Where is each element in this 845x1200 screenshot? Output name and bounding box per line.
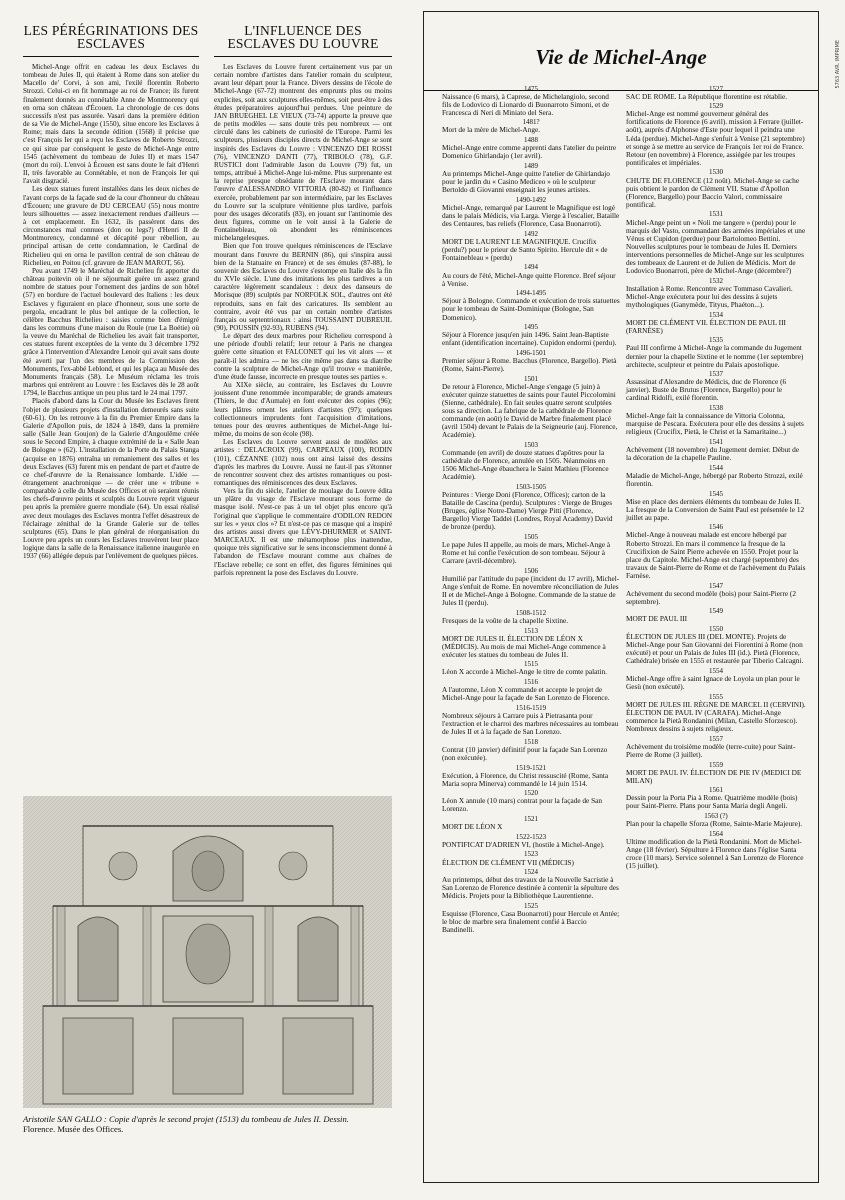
- chronology-year: 1519-1521: [515, 763, 547, 772]
- chronology-year: 1516-1519: [515, 703, 547, 712]
- chronology-year: 1538: [709, 404, 723, 413]
- chronology-year: 1505: [524, 532, 538, 541]
- peregrinations-column: [23, 0, 199, 561]
- chronology-entry: Assassinat d'Alexandre de Médicis, duc de Florence (6 janvier). Buste de Brutus (Florence, Bargello) pour le cardinal Ridolfi, exilé florentin.: [626, 377, 787, 403]
- chronology-entry: Mort de la mère de Michel-Ange.: [442, 125, 541, 135]
- chronology-entry: Nombreux séjours à Carrare puis à Pietrasanta pour l'extraction et le charroi des marbres nécessaires au tombeau de Jules II et à la façade de San Lorenzo.: [442, 710, 619, 737]
- paragraph: Placés d'abord dans la Cour du Musée les Esclaves firent l'objet de plusieurs projets d'installation demeurés sans suite (60-61). On les retrouve à la fin du Premier Empire dans la Galerie d'Apollon puis, de 1824 à 1849, dans la première salle (Salle Jean Goujon) de la Galerie d'Angoulême créée sous le Second Empire, à chaque extrémité de la « Salle Jean de Bologne » (62). L'installation de la Porte du Palais Stanga (acquise en 1876) entraîna un remaniement des salles et les deux Esclaves (63) furent mis en pendant de part et d'autre de ce chef-d'œuvre de la Renaissance lombarde. L'idée — étrangement anachronique — de créer une « tribune » comparable à celle du Musée des Offices et où seraient réunis les chefs-d'œuvre peints et sculptés du Louvre reprit vigueur peu après la première guerre mondiale (64). Un essai réalisé avec deux moulages des Esclaves montra l'effet désastreux de l'éclairage zénithal de la Grande Galerie sur de telles sculptures (65). Dans le plan général de réorganisation du Louvre peu après un cours les Esclaves trouvèrent leur place logique dans la salle de la Renaissance italienne inaugurée en 1937 (66) allégée depuis par l'enlèvement de quelques pièces.: [23, 397, 199, 561]
- chronology-year: 1554: [709, 666, 723, 675]
- chronology-entry: Installation à Rome. Rencontre avec Tommaso Cavalieri. Michel-Ange exécutera pour lui des dessins à sujets mythologiques (Ganymède, Tityus, Phaéton...).: [626, 283, 793, 309]
- chronology-year: 1492: [524, 229, 538, 238]
- chronology-year: 1475: [524, 84, 538, 93]
- chronology-year: 1508-1512: [515, 608, 547, 617]
- chronology-year: 1550: [709, 625, 723, 633]
- chronology-year: 1547: [709, 581, 723, 590]
- chronology-year: 1520: [524, 789, 538, 798]
- chronology-year: 1532: [709, 276, 723, 285]
- chronology-entry: De retour à Florence, Michel-Ange s'engage (5 juin) à exécuter quinze statuettes de saints pour l'autel Piccolomini (Sienne, cathédrale). En fait seules quatre seront sculptées sous sa direction. La fabrique de la cathédrale de Florence commande (en août) le David de Marbre finalement placé (avril 1504) devant le Palais de la Seigneurie (auj. Florence, Académie).: [442, 381, 618, 440]
- print-mark: 5763 AVR. IMPRIME: [835, 40, 841, 89]
- title-rule: [23, 56, 199, 57]
- chronology-entry: MORT DE JULES II. ÉLECTION DE LÉON X (MÉDICIS). Au mois de mai Michel-Ange commence à exécuter les statues du tombeau de Jules II.: [442, 633, 606, 659]
- chronology-entry: MORT DE LÉON X: [442, 822, 503, 832]
- chronology-title: Vie de Michel-Ange: [535, 45, 707, 69]
- chronology-entry: ÉLECTION DE CLÉMENT VII (MÉDICIS): [442, 857, 574, 867]
- chronology-year: 1563 (?): [704, 812, 728, 821]
- chronology-entry: Ultime modification de la Pietà Rondanini. Mort de Michel-Ange (18 février). Sépulture à Florence dans l'église Santa croce (10 mars). Service solennel à San Lorenzo de Florence (15 juillet).: [626, 836, 804, 871]
- chronology-entry: Au cours de l'été, Michel-Ange quitte Florence. Bref séjour à Venise.: [442, 270, 616, 288]
- chronology-entry: Naissance (6 mars), à Caprese, de Michelangiolo, second fils de Lodovico di Lionardo di Buonarroto Simoni, et de Francesca di Neri di Miniato del Sera.: [442, 91, 609, 117]
- chronology-year: 1522-1523: [515, 832, 547, 841]
- chronology-year: 1494: [524, 263, 538, 272]
- chronology-entry: Commande (en avril) de douze statues d'apôtres pour la cathédrale de Florence, annulée en 1505. Néanmoins en 1506 Michel-Ange ébauchera le Saint Mathieu (Florence Académie).: [442, 448, 609, 482]
- chronology-entry: Achèvement du troisième modèle (terre-cuite) pour Saint-Pierre de Rome (3 juillet).: [626, 741, 796, 759]
- chronology-entry: CHUTE DE FLORENCE (12 noût). Michel-Ange se cache puis obtient le pardon de Clément VII. Statue d'Apollon (Florence, Bargello) pour Baccio Valori, commissaire pontifical.: [626, 175, 800, 209]
- chronology-entry: Au printemps Michel-Ange quitte l'atelier de Ghirlandajo pour le jardin du « Casino Mediceo » où le sculpteur Bertoldo di Giovanni enseignait les jeunes artistes.: [442, 168, 610, 195]
- chronology-year: 1503-1505: [515, 482, 547, 491]
- peregrinations-title: LES PÉRÉGRINATIONS DES ESCLAVES: [23, 23, 199, 51]
- chronology-entry: MORT DE CLÉMENT VII. ÉLECTION DE PAUL III (FARNÈSE): [626, 317, 786, 335]
- chronology-year: 1546: [709, 523, 723, 532]
- paragraph: Les Esclaves du Louvre furent certainement vus par un certain nombre d'artistes dans l'atelier romain du sculpteur, avant leur départ pour la France. Divers dessins de l'école de Michel-Ange (67-72) montrent des emprunts plus ou moins explicites, soit aux sculptures elles-mêmes, soit peut-être à des études préparatoires aujourd'hui perdues. Une peinture de JAN BRUEGHEL LE VIEUX (73-74) apporte la preuve que de petits modèles — sans doute très peu nombreux — ont circulé dans les cabinets de curiosité de l'Europe. Parmi les sculpteurs, plusieurs disciples directs de Michel-Ange se sont inspirés des Esclaves du Louvre : VINCENZO DEI ROSSI (76), VINCENZO DANTI (77), TRIBOLO (78), G.F. RUSTICI dont l'admirable Jason du Louvre (79) fut, un temps, attribué à Michel-Ange lui-même. Plus surprenante est la reprise presque obsédante de l'Esclave mourant dans l'œuvre d'ALESSANDRO VITTORIA (80-82) et l'influence exercée, probablement par son intermédiaire, par les Esclaves du Louvre sur la sculpture vénitienne plus tardive, parfois pour des usages décoratifs (83), en jouant sur l'antinomie des deux figures, comme on le voit aussi à la Galerie de Fontainebleau, où abondent les réminiscences michelangelesques.: [214, 63, 392, 243]
- chronology-entry: Séjour à Florence jusqu'en juin 1496. Saint Jean-Baptiste enfant (identification incertaine). Cupidon endormi (perdu).: [442, 330, 617, 348]
- chronology-year: 1515: [524, 660, 538, 669]
- chronology-entry: Plan pour la chapelle Sforza (Rome, Sainte-Marie Majeure).: [626, 819, 803, 829]
- chronology-year: 1513: [524, 626, 538, 635]
- chronology-year: 1516: [524, 678, 538, 687]
- chronology-entry: Achèvement (18 novembre) du Jugement dernier. Début de la décoration de la chapelle Pauline.: [626, 445, 800, 463]
- chronology-entry: Michel-Ange fait la connaissance de Vittoria Colonna, marquise de Pescara. Exécutera pour elle des dessins à sujets religieux (Crucifix, Pietà, le Christ et la Samaritaine...): [626, 411, 804, 437]
- chronology-entry: Michel-Ange, remarqué par Laurent le Magnifique est logé dans le palais Médicis, via Larga. Vierge à l'escalier, Bataille des Centaures, bas reliefs (Florence, Casa Buonarroti).: [442, 202, 620, 228]
- caption-title: Aristotile SAN GALLO : Copie d'après le second projet (1513) du tombeau de Jules II. Dessin.: [23, 1114, 349, 1124]
- chronology-entry: MORT DE JULES III. RÈGNE DE MARCEL II (CERVINI). ÉLECTION DE PAUL IV (CARAFA). Michel-Ange commence la Pietà Rondanini (Milan, Castello Sforzesco). Nombreux dessins à sujets religieux.: [626, 699, 806, 734]
- chronology-year: 1489: [524, 161, 538, 170]
- chronology-year: 1564: [709, 829, 723, 838]
- chronology-entry: Michel-Ange est nommé gouverneur général des fortifications de Florence (6 avril). mission à Ferrare (juillet-août), auprès d'Alphonse d'Este pour lequel il peindra une Léda (perdue). Michel-Ange s'enfuit à Venise (21 septembre) et songe à se mettre au service de François 1er roi de France. Retour (en novembre) à Florence, assiégée par les troupes pontificales et impériales.: [626, 109, 805, 167]
- chronology-entry: Léon X accorde à Michel-Ange le titre de comte palatin.: [442, 667, 607, 677]
- chronology-year: 1537: [709, 370, 723, 379]
- caption-location: Florence. Musée des Offices.: [23, 1124, 124, 1134]
- chronology-year: 1494-1495: [515, 289, 547, 298]
- paragraph: Le départ des deux marbres pour Richelieu correspond à une période d'oubli relatif; leur retour à Paris ne changea guère cette situation et FALCONET qui les vit alors — et paraît-il les admira — ne les cite même pas dans sa diatribe contre la sculpture de Michel-Ange qu'il trouve « manièrée, d'une étude fausse, incorrecte en presque toutes ses parties ».: [214, 332, 392, 381]
- chronology-year: 1544: [709, 463, 723, 472]
- paragraph: Les deux statues furent installées dans les deux niches de l'avant corps de la façade sud de la cour d'honneur du château d'Écouen; une gravure de DU CERCEAU (55) nous montre leurs silhouettes — assez inexactement rendues d'ailleurs — à cet emplacement. En 1632, ils passèrent dans des circonstances mal connues (don ou legs?) d'Henri II de Montmorency, condamné et décapité pour rébellion, au principal artisan de cette condamnation, le Cardinal de Richelieu qui en orna le pavillon central de son château de Richelieu, en Poitou (cf. gravure de JEAN MAROT, 56).: [23, 185, 199, 267]
- chronology-entry: Dessin pour la Porta Pia à Rome. Quatrième modèle (bois) pour Saint-Pierre. Plans pour Santa Maria degli Angeli.: [626, 793, 798, 811]
- influence-title: L'INFLUENCE DES ESCLAVES DU LOUVRE: [227, 23, 379, 51]
- chronology-entry: Mise en place des derniers éléments du tombeau de Jules II. La fresque de la Conversion de Saint Paul est présentée le 12 juillet au pape.: [626, 496, 805, 522]
- paragraph: Les Esclaves du Louvre servent aussi de modèles aux artistes : DELACROIX (99), CARPEAUX (100), RODIN (101), CÉZANNE (102) nous ont ainsi laissé des dessins d'après les marbres du Louvre. Aussi ne faut-il pas s'étonner de rencontrer souvent chez des artistes romantiques ou post-romantiques des réminiscences des deux Esclaves.: [214, 438, 392, 487]
- chronology-entry: Léon X annule (10 mars) contrat pour la façade de San Lorenzo.: [442, 796, 603, 814]
- chronology-year: 1523: [524, 850, 538, 859]
- chronology-year: 1527: [709, 84, 723, 93]
- chronology-entry: Michel-Ange offre à saint Ignace de Loyola un plan pour le Gesù (non exécuté).: [626, 674, 800, 692]
- chronology-entry: ÉLECTION DE JULES III (DEL MONTE). Projets de Michel-Ange pour San Giovanni dei Fiorentini à Rome (non exécuté) et pour un Palais de Jules III (id.). Pietà (Florence, Cathédrale) brisée en 1555 et restaurée par Tiberio Calcagni.: [626, 632, 804, 666]
- chronology-column-left: [442, 83, 620, 934]
- chronology-year: 1555: [709, 692, 723, 701]
- chronology-year: 1529: [709, 102, 723, 111]
- chronology-entry: Au printemps, début des travaux de la Nouvelle Sacristie à San Lorenzo de Florence destinée à contenir la sépulture des Médicis. Projets pour la Bibliothèque Laurentienne.: [442, 875, 619, 901]
- chronology-entry: MORT DE LAURENT LE MAGNIFIQUE. Crucifix (perdu?) pour le prieur de Santo Spirito. Hercule dit « de Fontainebleau » (perdu): [442, 236, 608, 262]
- chronology-entry: MORT DE PAUL IV. ÉLECTION DE PIE IV (MEDICI DE MILAN): [626, 767, 802, 785]
- paragraph: Au XIXe siècle, au contraire, les Esclaves du Louvre jouissent d'une renommée incomparable; de grands amateurs (Thiers, le duc d'Aumale) en font exécuter des copies (96); leurs plâtres ornent les ateliers d'artistes (97); quelques collectionneurs imprudents font l'acquisition d'imitations, tenues pour des œuvres authentiques de Michel-Ange lui-même, du moins de son école (98).: [214, 381, 392, 439]
- chronology-year: 1557: [709, 734, 723, 743]
- chronology-entry: Michel-Ange entre comme apprenti dans l'atelier du peintre Domenico Ghirlandajo (1er avril).: [442, 143, 617, 161]
- chronology-entry: Humilié par l'attitude du pape (incident du 17 avril), Michel-Ange s'enfuit de Rome. En novembre réconciliation de Jules II et de Michel-Ange à Bologne. Commande de la statue de Jules II (perdu).: [442, 573, 620, 608]
- chronology-year: 1490-1492: [515, 195, 547, 204]
- chronology-entry: Contrat (10 janvier) définitif pour la façade San Lorenzo (non exécutée).: [442, 744, 608, 762]
- chronology-entry: Michel-Ange à nouveau malade est encore hébergé par Roberto Strozzi. En mars il commence la fresque de la Crucifixion de Saint Pierre achevée en 1550. Projet pour la place du Capitole. Michel-Ange est chargé (septembre) des travaux de Saint-Pierre de Rome et de l'achèvement du Palais Farnèse.: [626, 530, 806, 580]
- chronology-year: 1518: [524, 737, 538, 746]
- chronology-entry: Paul III confirme à Michel-Ange la commande du Jugement dernier pour la chapelle Sixtine et le nomme (1er septembre) architecte, sculpteur et peintre du Palais apostolique.: [626, 343, 804, 369]
- chronology-year: 1561: [709, 786, 723, 795]
- tomb-drawing-figure: [23, 796, 392, 1108]
- chronology-year: 1535: [709, 336, 723, 345]
- chronology-year: 1541: [709, 437, 723, 446]
- chronology-year: 1525: [524, 902, 538, 910]
- chronology-year: 1488: [524, 136, 538, 145]
- paragraph: Peu avant 1749 le Maréchal de Richelieu fit apporter du château poitevin où il ne séjournait guère un assez grand nombre de statues pour l'ornement des jardins de son hôtel (57) en bordure de l'actuel boulevard des Italiens : les deux Esclaves y figuraient en place d'honneur, sous une sorte de pergola, encadrant le plus bel antique de la collection, le célèbre Bacchus Richelieu : saisies comme bien d'émigré dans les communs d'une maison du Roule (rue La Boétie) où la veuve du Maréchal de Richelieu les avait fait transporter, ces statues furent exceptées de la vente du 3 décembre 1792 grâce à l'intervention d'Alexandre Lenoir qui avait sans doute été averti par l'un des membres de la Commission des Monuments, l'ex-abbé Leblond, et qui les plaça au Musée des Monuments français (58). Le Muséum réclama les trois marbres qui entrèrent au Louvre : les Esclaves dès le 28 août 1794, le Bacchus antique un peu plus tard le 24 mai 1797.: [23, 266, 199, 398]
- influence-column: [214, 0, 392, 577]
- chronology-entry: MORT DE PAUL III: [626, 614, 688, 624]
- chronology-entry: Peintures : Vierge Doni (Florence, Offices); carton de la Bataille de Cascina (perdu). Sculptures : Vierge de Bruges (Bruges, église Notre-Dame) Vierge Pitti (Florence, Bargello) Vierge Taddei (Londres, Royal Academy) David de bronze (perdu).: [442, 490, 613, 532]
- chronology-entry: Michel-Ange peint un « Noli me tangere » (perdu) pour le marquis del Vasto, commandant des armées impériales et une Vénus et Cupidon (perdue) pour Bartolomeo Bettini. Nouvelles sculptures pour le tombeau de Jules II. Derniers interventions personnelles de Michel-Ange sur les sculptures des tombeaux de Laurent et de Julien de Médicis. Mort de Lodovico Buonarroti, père de Michel-Ange (décembre?): [626, 217, 806, 276]
- chronology-entry: Le pape Jules II appelle, au mois de mars, Michel-Ange à Rome et lui confie l'exécution de son tombeau. Séjour à Carrare (avril-décembre).: [442, 540, 611, 566]
- chronology-year: 1531: [709, 210, 723, 219]
- chronology-year: 1524: [524, 868, 538, 877]
- paragraph: Michel-Ange offrit en cadeau les deux Esclaves du tombeau de Jules II, qui étaient à Rome dans son atelier du Macello de' Corvi, à son ami, l'exilé florentin Roberto Strozzi. Celui-ci en fit hommage au roi de France; ils furent finalement donnés au connétable Anne de Montmorency qui en orna son château d'Écouen. La chronologie de ces dons successifs n'est pas assurée. Vasari dans la première édition de sa Vie de Michel-Ange (1550), situe encore les Esclaves à Rome; mais dans la seconde édition (1568) il précise que c'est François Ier qui a reçu les Esclaves de Roberto Strozzi, ce qui situe par conséquent le geste de Michel-Ange entre 1545 (achèvement du tombeau de Jules II) et mars 1547 (mort du roi). L'envoi à Écouen est sans doute le fait d'Henri II, très favorable au Connétable, et non de François Ier qui l'avait disgracié.: [23, 63, 199, 186]
- tomb-drawing-image: [23, 796, 392, 1108]
- chronology-entry: Esquisse (Florence, Casa Buonarroti) pour Hercule et Antée; le bloc de marbre sera finalement confié à Baccio Bandinelli.: [442, 909, 620, 935]
- chronology-year: 1506: [524, 566, 538, 575]
- chronology-year: 1545: [709, 489, 723, 498]
- title-rule: [214, 56, 392, 57]
- chronology-year: 1534: [709, 310, 723, 319]
- chronology-entry: Maladie de Michel-Ange, hébergé par Roberto Strozzi, exilé florentin.: [626, 470, 803, 488]
- chronology-entry: A l'automne, Léon X commande et accepte le projet de Michel-Ange pour la façade de San Lorenzo de Florence.: [442, 685, 610, 703]
- chronology-year: 1530: [709, 168, 723, 177]
- chronology-year: 1549: [709, 607, 723, 616]
- chronology-year: 1481?: [522, 118, 540, 127]
- chronology-entry: Séjour à Bologne. Commande et exécution de trois statuettes pour le tombeau de Saint-Dominique (Bologne, San Domenico).: [442, 296, 620, 322]
- chronology-entry: Premier séjour à Rome. Bacchus (Florence, Bargello). Pietà (Rome, Saint-Pierre).: [442, 356, 617, 374]
- chronology-entry: Achèvement du second modèle (bois) pour Saint-Pierre (2 septembre).: [626, 588, 797, 606]
- chronology-year: 1496-1501: [515, 348, 547, 357]
- chronology-year: 1503: [524, 440, 538, 449]
- chronology-year: 1521: [524, 815, 538, 824]
- chronology-column-right: [626, 83, 806, 870]
- chronology-entry: Exécution, à Florence, du Christ ressuscité (Rome, Santa Maria sopra Minerva) commandé le 14 juin 1514.: [442, 770, 609, 788]
- chronology-year: 1501: [524, 374, 538, 383]
- chronology-entry: PONTIFICAT D'ADRIEN VI, (hostile à Michel-Ange).: [442, 839, 605, 849]
- chronology-year: 1559: [709, 760, 723, 769]
- figure-caption: [23, 1114, 392, 1134]
- chronology-year: 1495: [524, 323, 538, 332]
- paragraph: Vers la fin du siècle, l'atelier de moulage du Louvre édita un plâtre du visage de l'Esclave mourant sous forme de masque isolé. N'est-ce pas à un tel objet plus encore qu'à l'original que s'applique le commentaire d'ODILON REDON sur les « yeux clos »? Et n'est-ce pas ce masque qui a inspiré des artistes aussi divers que LÉVY-DHURMER et SAINT-MARCEAUX. Il est une métamorphose plus inattendue, quoique très significative sur le sens inconsciemment donné à l'abandon de l'Esclave mourant comme aux chaînes de l'Esclave rebelle; ce sont en effet, des figures féminines qui parfois reprennent la pose des Esclaves du Louvre.: [214, 487, 392, 577]
- paragraph: Bien que l'on trouve quelques réminiscences de l'Esclave mourant dans l'œuvre du BERNIN (86), qui s'inspira aussi bien de la Statuaire en France) et de ses émules (87-88), le souvenir des Esclaves du Louvre s'estompe en Italie dès la fin du XVIe siècle. L'une des imitations les plus tardives a un caractère légèrement scandaleux : deux des danseurs de Morisque (89) sculptés par NORFOLK SOL, d'autres ont été reproduits, sans en fait des caricatures. Ils semblent au contraire, avoir été vus par un certain nombre d'artistes français ou septentrionaux : ainsi TOUSSAINT DUBREUIL (90), POUSSIN (92-93), RUBENS (94).: [214, 242, 392, 332]
- chronology-entry: Fresques de la voûte de la chapelle Sixtine.: [442, 615, 569, 625]
- chronology-entry: SAC DE ROME. La République florentine est rétablie.: [626, 91, 788, 101]
